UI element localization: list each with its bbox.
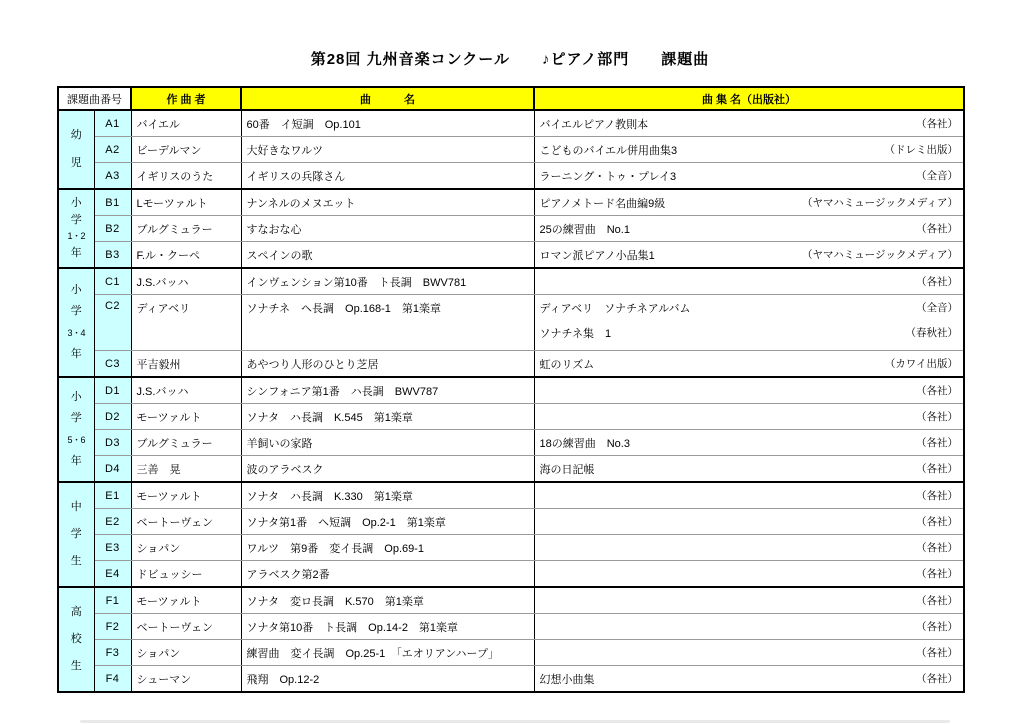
- collection-cell: [534, 456, 964, 483]
- collection-name: 海の日記帳: [539, 463, 595, 476]
- category-label: [59, 276, 94, 370]
- category-line: 3・4: [67, 327, 85, 338]
- table-row: [58, 640, 964, 666]
- publisher-label: （各社）: [916, 490, 958, 502]
- category-cell: [58, 587, 94, 692]
- collection-cell: [534, 666, 964, 693]
- piece-title-cell: ナンネルのメヌエット: [241, 189, 534, 216]
- piece-code-cell: B3: [94, 242, 131, 269]
- collection-cell: [534, 163, 964, 190]
- piece-code-cell: C2: [94, 295, 131, 351]
- category-line: 小: [70, 283, 82, 296]
- collection-line: [535, 456, 964, 481]
- composer-cell: モーツァルト: [131, 587, 241, 614]
- publisher-label: （各社）: [916, 568, 958, 580]
- piece-title-cell: 練習曲 変イ長調 Op.25-1 「エオリアンハープ」: [241, 640, 534, 666]
- category-line: 高: [70, 606, 82, 619]
- table-row: [58, 430, 964, 456]
- collection-line: [535, 509, 964, 534]
- collection-line: [535, 269, 964, 294]
- piece-title-cell: ソナタ ハ長調 K.330 第1楽章: [241, 482, 534, 509]
- piece-title-cell: 60番 イ短調 Op.101: [241, 110, 534, 137]
- piece-code-cell: B2: [94, 216, 131, 242]
- composer-cell: ブルグミュラー: [131, 216, 241, 242]
- publisher-label: （各社）: [916, 276, 958, 288]
- column-header-piece: 曲 名: [241, 87, 534, 110]
- piece-title-cell: ソナタ 変ロ長調 K.570 第1楽章: [241, 587, 534, 614]
- piece-code-cell: D3: [94, 430, 131, 456]
- composer-cell: モーツァルト: [131, 404, 241, 430]
- collection-cell: [534, 110, 964, 137]
- piece-code-cell: A2: [94, 137, 131, 163]
- piece-title-cell: 飛翔 Op.12-2: [241, 666, 534, 693]
- composer-cell: ショパン: [131, 640, 241, 666]
- piece-title-cell: 大好きなワルツ: [241, 137, 534, 163]
- piece-title-cell: ソナタ第1番 ヘ短調 Op.2-1 第1楽章: [241, 509, 534, 535]
- piece-code-cell: E1: [94, 482, 131, 509]
- category-label: [59, 383, 94, 477]
- table-row: [58, 163, 964, 190]
- category-line: 児: [70, 156, 82, 169]
- publisher-label: （全音）: [916, 170, 958, 182]
- category-line: 年: [70, 348, 82, 361]
- composer-cell: ベートーヴェン: [131, 509, 241, 535]
- category-line: 年: [70, 455, 82, 468]
- collection-cell: [534, 640, 964, 666]
- category-cell: [58, 377, 94, 482]
- publisher-label: （各社）: [916, 673, 958, 685]
- column-header-composer: 作 曲 者: [131, 87, 241, 110]
- composer-cell: 平吉毅州: [131, 351, 241, 378]
- column-header-number: 課題曲番号: [58, 87, 131, 110]
- composer-cell: Lモーツァルト: [131, 189, 241, 216]
- pieces-table-body: [58, 110, 964, 692]
- table-row: [58, 268, 964, 295]
- piece-title-cell: スペインの歌: [241, 242, 534, 269]
- collection-line: [535, 320, 964, 345]
- collection-cell: [534, 509, 964, 535]
- category-line: 小: [70, 390, 82, 403]
- collection-name: こどものバイエル併用曲集3: [539, 144, 678, 157]
- category-line: 生: [70, 659, 82, 672]
- column-header-collection: 曲 集 名（出版社）: [534, 87, 964, 110]
- collection-line: [535, 588, 964, 613]
- collection-name: 幻想小曲集: [539, 673, 595, 686]
- collection-name: ピアノメトード名曲編9級: [539, 197, 666, 210]
- piece-code-cell: D1: [94, 377, 131, 404]
- publisher-label: （各社）: [916, 118, 958, 130]
- composer-cell: 三善 晃: [131, 456, 241, 483]
- composer-cell: ベートーヴェン: [131, 614, 241, 640]
- publisher-label: （各社）: [916, 542, 958, 554]
- publisher-label: （各社）: [916, 411, 958, 423]
- piece-code-cell: F1: [94, 587, 131, 614]
- composer-cell: ブルグミュラー: [131, 430, 241, 456]
- category-line: 学: [70, 305, 82, 318]
- category-cell: [58, 189, 94, 268]
- collection-line: [535, 535, 964, 560]
- table-row: [58, 404, 964, 430]
- scan-edge-artifact: [80, 720, 950, 723]
- table-row: [58, 216, 964, 242]
- piece-code-cell: A1: [94, 110, 131, 137]
- collection-line: [535, 404, 964, 429]
- composer-cell: J.S.バッハ: [131, 268, 241, 295]
- piece-code-cell: F2: [94, 614, 131, 640]
- collection-cell: [534, 430, 964, 456]
- table-row: [58, 587, 964, 614]
- collection-cell: [534, 614, 964, 640]
- composer-cell: ショパン: [131, 535, 241, 561]
- category-label: [59, 488, 94, 582]
- collection-name: バイエルピアノ教則本: [539, 118, 649, 131]
- table-row: [58, 456, 964, 483]
- composer-cell: モーツァルト: [131, 482, 241, 509]
- category-label: [59, 194, 94, 263]
- piece-title-cell: 羊飼いの家路: [241, 430, 534, 456]
- collection-cell: [534, 268, 964, 295]
- table-row: [58, 509, 964, 535]
- category-line: 学: [70, 412, 82, 425]
- collection-name: ラーニング・トゥ・プレイ3: [539, 170, 677, 183]
- piece-title-cell: 波のアラベスク: [241, 456, 534, 483]
- piece-code-cell: E3: [94, 535, 131, 561]
- header-row: [58, 87, 964, 110]
- collection-cell: [534, 561, 964, 588]
- category-line: 生: [70, 554, 82, 567]
- publisher-label: （各社）: [916, 516, 958, 528]
- collection-line: [535, 216, 964, 241]
- collection-name: ディアベリ ソナチネアルバム: [539, 302, 691, 315]
- collection-line: [535, 430, 964, 455]
- publisher-label: （各社）: [916, 621, 958, 633]
- piece-title-cell: シンフォニア第1番 ハ長調 BWV787: [241, 377, 534, 404]
- category-line: 幼: [70, 129, 82, 142]
- piece-title-cell: アラベスク第2番: [241, 561, 534, 588]
- publisher-label: （各社）: [916, 647, 958, 659]
- piece-title-cell: イギリスの兵隊さん: [241, 163, 534, 190]
- category-cell: [58, 268, 94, 377]
- composer-cell: ドビュッシー: [131, 561, 241, 588]
- category-cell: [58, 482, 94, 587]
- publisher-label: （カワイ出版）: [884, 358, 958, 370]
- composer-cell: ディアベリ: [131, 295, 241, 351]
- composer-cell: バイエル: [131, 110, 241, 137]
- publisher-label: （ドレミ出版）: [884, 144, 958, 156]
- piece-code-cell: B1: [94, 189, 131, 216]
- piece-code-cell: E2: [94, 509, 131, 535]
- collection-line: [535, 295, 964, 320]
- composer-cell: ビーデルマン: [131, 137, 241, 163]
- collection-cell: [534, 351, 964, 378]
- category-line: 学: [70, 528, 82, 540]
- table-row: [58, 189, 964, 216]
- collection-cell: [534, 295, 964, 351]
- piece-code-cell: C3: [94, 351, 131, 378]
- piece-code-cell: F3: [94, 640, 131, 666]
- table-row: [58, 614, 964, 640]
- collection-cell: [534, 535, 964, 561]
- collection-line: [535, 242, 964, 267]
- collection-line: [535, 378, 964, 403]
- collection-name: ソナチネ集 1: [539, 327, 612, 340]
- table-row: [58, 561, 964, 588]
- category-line: 5・6: [67, 434, 85, 445]
- collection-line: [535, 561, 964, 586]
- piece-code-cell: F4: [94, 666, 131, 693]
- table-row: [58, 110, 964, 137]
- collection-line: [535, 614, 964, 639]
- piece-title-cell: すなおな心: [241, 216, 534, 242]
- publisher-label: （各社）: [916, 595, 958, 607]
- collection-line: [535, 163, 964, 188]
- collection-cell: [534, 404, 964, 430]
- piece-title-cell: インヴェンション第10番 ト長調 BWV781: [241, 268, 534, 295]
- collection-cell: [534, 377, 964, 404]
- category-cell: [58, 110, 94, 189]
- piece-title-cell: ソナタ第10番 ト長調 Op.14-2 第1楽章: [241, 614, 534, 640]
- collection-name: ロマン派ピアノ小品集1: [539, 249, 655, 262]
- category-line: 小: [70, 197, 82, 210]
- collection-line: [535, 137, 964, 162]
- category-line: 年: [70, 246, 82, 259]
- category-label: [59, 593, 94, 687]
- table-header: [58, 87, 964, 110]
- pieces-table: [57, 86, 965, 693]
- publisher-label: （各社）: [916, 437, 958, 449]
- publisher-label: （春秋社）: [905, 327, 958, 339]
- collection-line: [535, 351, 964, 376]
- publisher-label: （各社）: [916, 463, 958, 475]
- collection-cell: [534, 482, 964, 509]
- collection-name: 25の練習曲 No.1: [539, 223, 630, 236]
- composer-cell: シューマン: [131, 666, 241, 693]
- collection-line: [535, 666, 964, 691]
- page-title: 第28回 九州音楽コンクール ♪ピアノ部門 課題曲: [310, 51, 710, 68]
- required-pieces-table-container: [57, 86, 965, 693]
- publisher-label: （ヤマハミュージックメディア）: [801, 249, 958, 261]
- collection-name: 18の練習曲 No.3: [539, 437, 630, 450]
- publisher-label: （ヤマハミュージックメディア）: [801, 197, 958, 209]
- piece-code-cell: A3: [94, 163, 131, 190]
- category-line: 校: [70, 633, 82, 645]
- category-label: [59, 115, 94, 184]
- category-line: 中: [70, 501, 82, 514]
- table-row: [58, 535, 964, 561]
- collection-line: [535, 111, 964, 136]
- publisher-label: （各社）: [916, 223, 958, 235]
- collection-cell: [534, 242, 964, 269]
- table-row: [58, 482, 964, 509]
- piece-title-cell: ソナチネ ヘ長調 Op.168-1 第1楽章: [241, 295, 534, 351]
- collection-line: [535, 640, 964, 665]
- table-row: [58, 242, 964, 269]
- table-row: [58, 137, 964, 163]
- collection-cell: [534, 189, 964, 216]
- collection-cell: [534, 216, 964, 242]
- table-row: [58, 666, 964, 693]
- collection-line: [535, 483, 964, 508]
- collection-line: [535, 190, 964, 215]
- collection-name: 虹のリズム: [539, 358, 595, 371]
- piece-title-cell: ワルツ 第9番 変イ長調 Op.69-1: [241, 535, 534, 561]
- table-row: [58, 377, 964, 404]
- collection-cell: [534, 137, 964, 163]
- piece-title-cell: ソナタ ハ長調 K.545 第1楽章: [241, 404, 534, 430]
- publisher-label: （全音）: [916, 302, 958, 314]
- piece-code-cell: E4: [94, 561, 131, 588]
- table-row: [58, 351, 964, 378]
- category-line: 1・2: [67, 231, 85, 242]
- piece-title-cell: あやつり人形のひとり芝居: [241, 351, 534, 378]
- piece-code-cell: C1: [94, 268, 131, 295]
- composer-cell: イギリスのうた: [131, 163, 241, 190]
- piece-code-cell: D4: [94, 456, 131, 483]
- composer-cell: J.S.バッハ: [131, 377, 241, 404]
- piece-code-cell: D2: [94, 404, 131, 430]
- table-row: [58, 295, 964, 351]
- composer-cell: F.ル・クーペ: [131, 242, 241, 269]
- category-line: 学: [70, 213, 82, 226]
- collection-cell: [534, 587, 964, 614]
- publisher-label: （各社）: [916, 385, 958, 397]
